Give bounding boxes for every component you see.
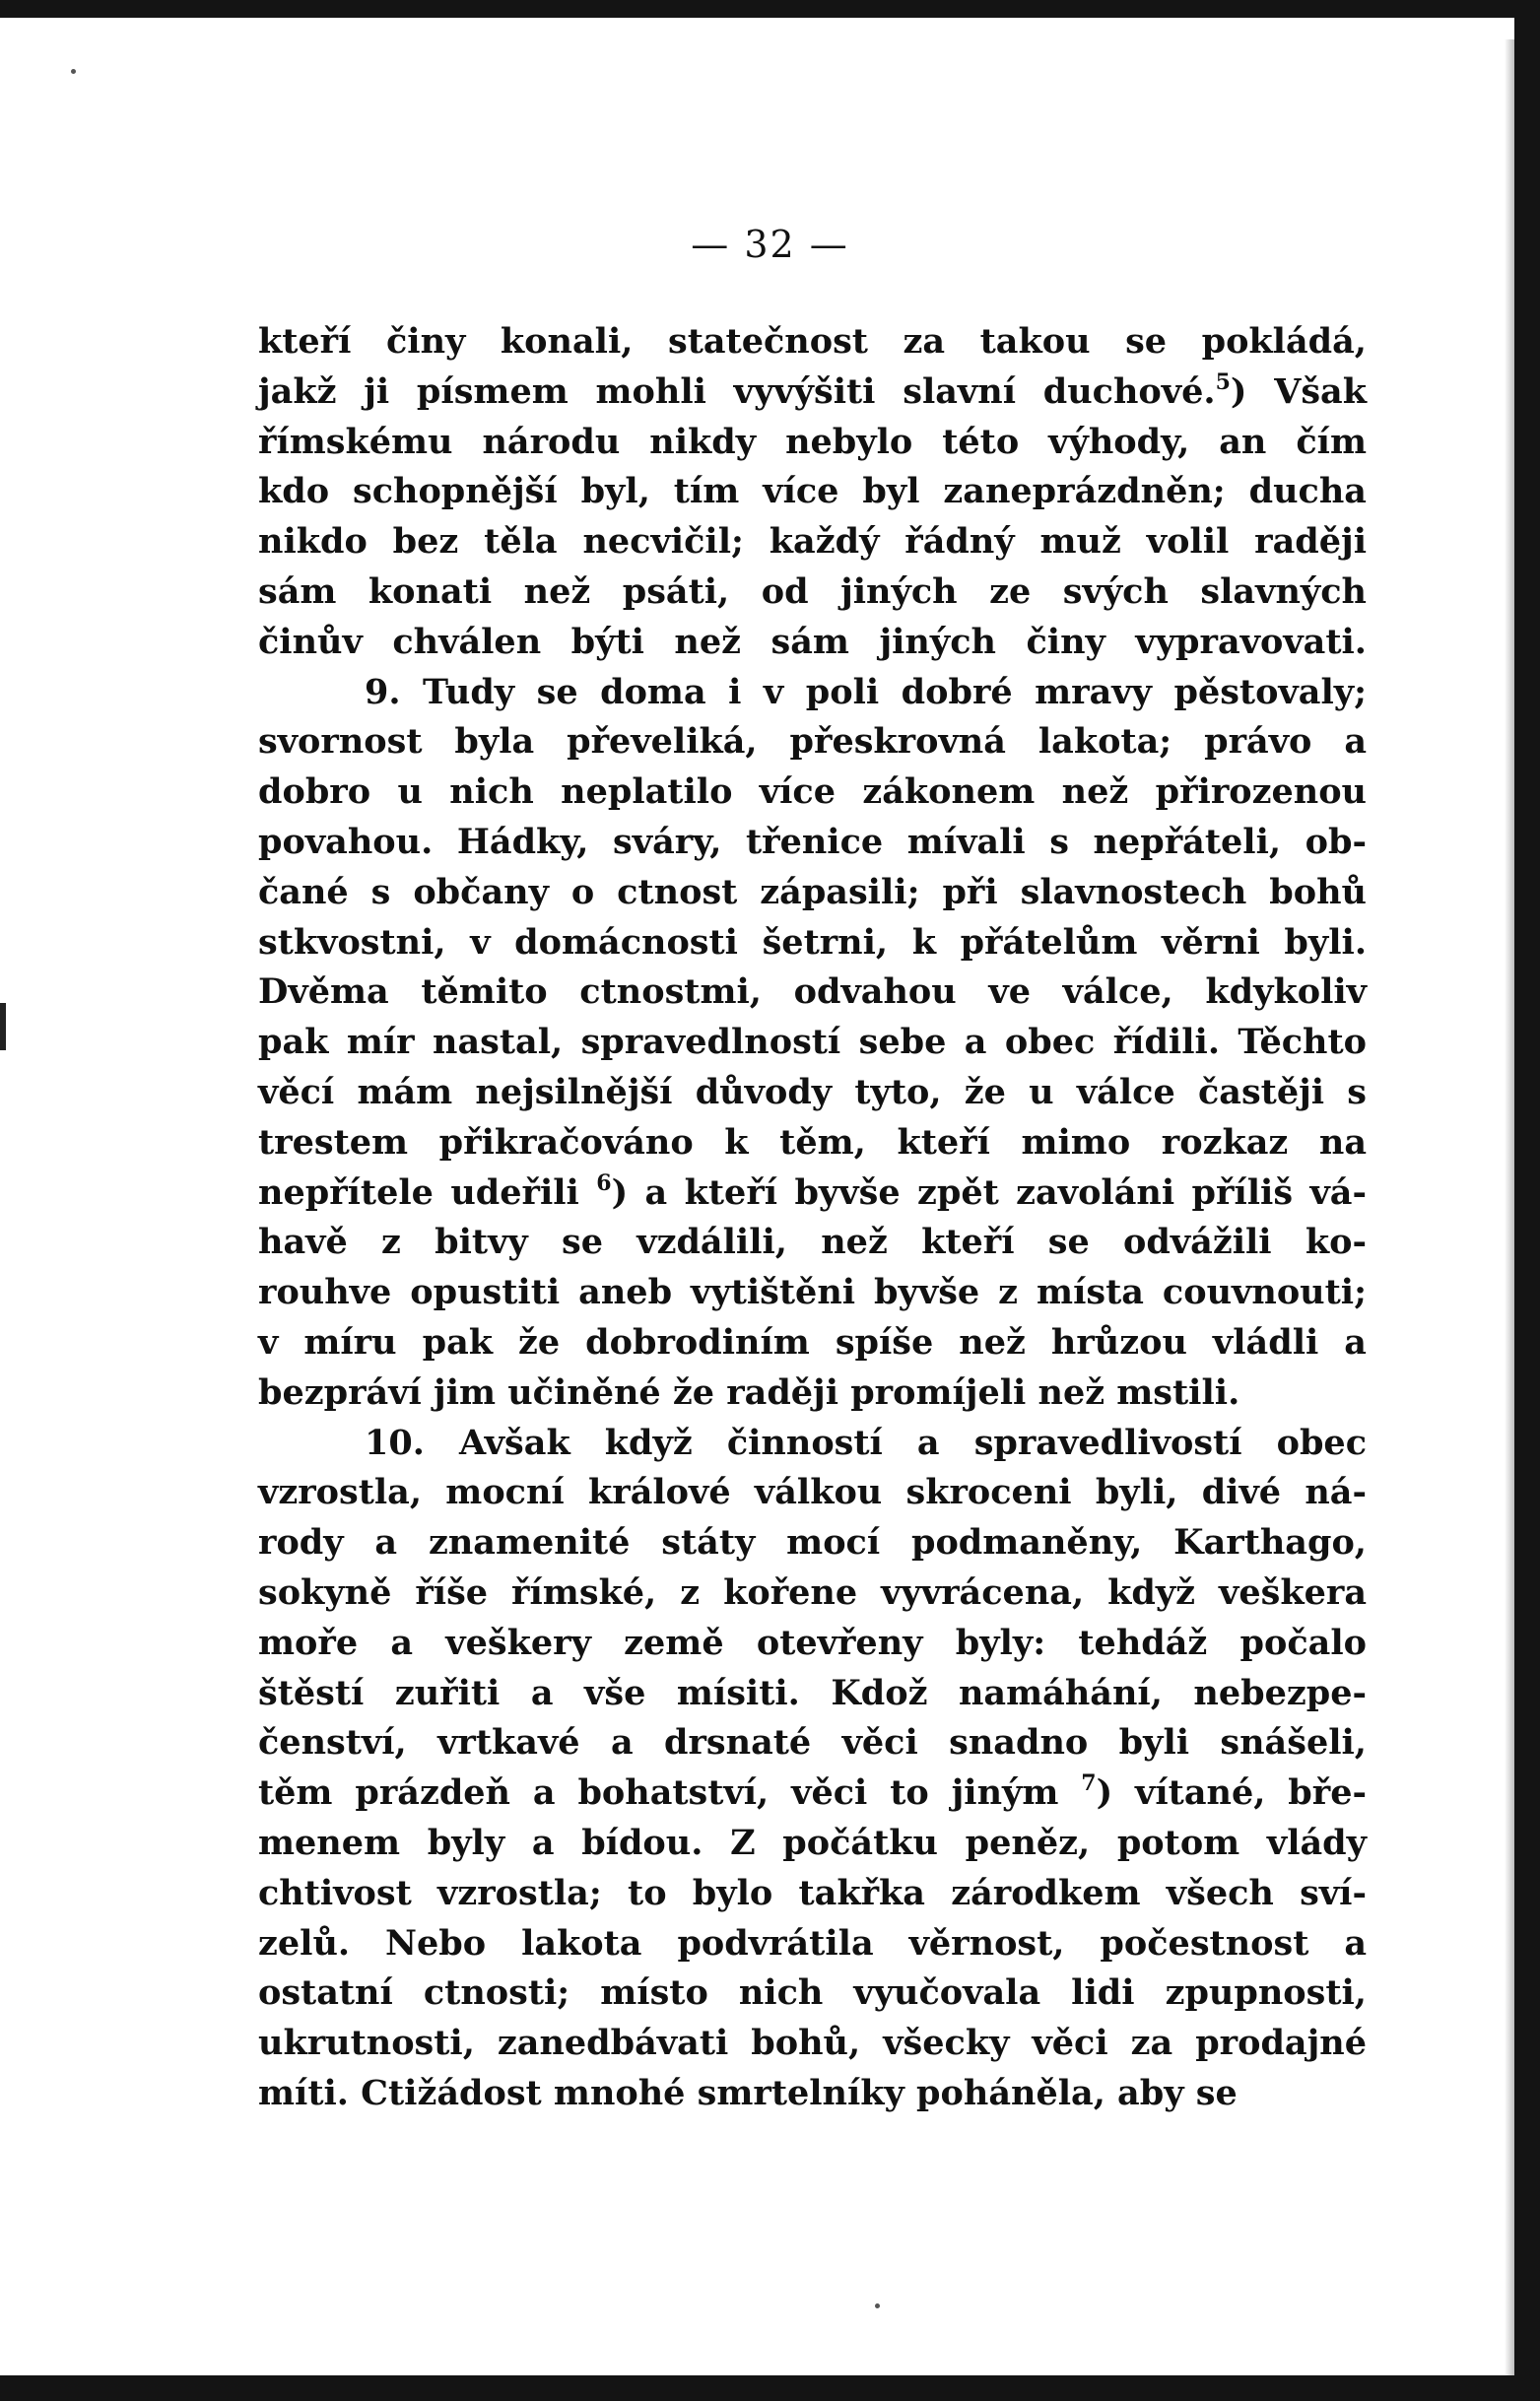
text-line: sokyně říše římské, z kořene vyvrácena, když veškera	[258, 1571, 1367, 1613]
text-line: kdo schopnější byl, tím více byl zaneprázdněn; ducha	[258, 471, 1367, 512]
paper-speck	[875, 2303, 880, 2308]
text-line: v míru pak že dobrodiním spíše než hrůzou vládli a	[258, 1321, 1367, 1363]
text-line: rody a znamenité státy mocí podmaněny, Karthago,	[258, 1522, 1367, 1564]
text-line	[258, 367, 1367, 418]
text-line: ostatní ctnosti; místo nich vyučovala lidi zpupnosti,	[258, 1972, 1367, 2014]
text-line: menem byly a bídou. Z počátku peněz, potom vlády	[258, 1822, 1367, 1863]
binding-mark	[0, 1003, 6, 1050]
text-line: 9. Tudy se doma i v poli dobré mravy pěstovaly;	[365, 671, 1367, 712]
page-number: — 32 —	[691, 223, 849, 266]
page-edge-shadow	[1505, 39, 1514, 2401]
text-line: svornost byla převeliká, přeskrovná lakota; právo a	[258, 721, 1367, 763]
text-line: vzrostla, mocní králové válkou skroceni byli, divé ná-	[258, 1472, 1367, 1513]
text-line: nikdo bez těla necvičil; každý řádný muž volil raději	[258, 521, 1367, 563]
text-line: pak mír nastal, spravedlností sebe a obec řídili. Těchto	[258, 1022, 1367, 1063]
text-line: dobro u nich neplatilo více zákonem než přirozenou	[258, 771, 1367, 813]
scan-border-top	[0, 0, 1540, 18]
footnote-marker: 7	[1081, 1770, 1097, 1797]
text-line	[258, 1168, 1367, 1219]
text-line: povahou. Hádky, sváry, třenice mívali s nepřáteli, ob-	[258, 821, 1367, 862]
text-segment: ) vítané, bře-	[1096, 1772, 1368, 1814]
text-segment: nepřítele udeřili	[258, 1171, 597, 1213]
text-line: kteří činy konali, statečnost za takou se pokládá,	[258, 321, 1367, 362]
text-line: činův chválen býti než sám jiných činy vypravovati.	[258, 621, 1367, 662]
footnote-marker: 5	[1215, 368, 1231, 395]
text-line: trestem přikračováno k těm, kteří mimo rozkaz na	[258, 1121, 1367, 1163]
text-line: ukrutnosti, zanedbávati bohů, všecky věci za prodajné	[258, 2023, 1367, 2064]
text-line: zelů. Nebo lakota podvrátila věrnost, počestnost a	[258, 1922, 1367, 1964]
text-line: štěstí zuřiti a vše mísiti. Kdož namáhání, nebezpe-	[258, 1672, 1367, 1713]
text-line: věcí mám nejsilnější důvody tyto, že u válce častěji s	[258, 1071, 1367, 1112]
text-line: římskému národu nikdy nebylo této výhody, an čím	[258, 421, 1367, 462]
text-line: stkvostni, v domácnosti šetrni, k přátelům věrni byli.	[258, 921, 1367, 963]
text-line: míti. Ctižádost mnohé smrtelníky poháněla, aby se	[258, 2072, 1238, 2113]
text-segment: těm prázdeň a bohatství, věci to jiným	[258, 1772, 1082, 1814]
text-line: sám konati než psáti, od jiných ze svých slavných	[258, 570, 1367, 612]
text-line	[258, 1768, 1367, 1819]
scan-border-right	[1514, 0, 1540, 2401]
paper-speck	[71, 69, 76, 74]
scan-border-bottom	[0, 2375, 1540, 2401]
text-line: rouhve opustiti aneb vytištěni byvše z místa couvnouti;	[258, 1272, 1367, 1313]
text-line: čenství, vrtkavé a drsnaté věci snadno byli snášeli,	[258, 1722, 1367, 1764]
body-text	[258, 317, 1367, 2119]
text-segment: ) a kteří byvše zpět zavoláni příliš vá-	[611, 1171, 1368, 1213]
footnote-marker: 6	[596, 1169, 612, 1196]
text-segment: jakž ji písmem mohli vyvýšiti slavní duchové.	[258, 370, 1216, 412]
text-segment: ) Však	[1230, 370, 1367, 412]
text-line: Dvěma těmito ctnostmi, odvahou ve válce, kdykoliv	[258, 971, 1367, 1013]
text-line: 10. Avšak když činností a spravedlivostí obec	[365, 1422, 1367, 1463]
text-line: chtivost vzrostla; to bylo takřka zárodkem všech sví-	[258, 1872, 1367, 1913]
text-line: moře a veškery země otevřeny byly: tehdáž počalo	[258, 1622, 1367, 1663]
text-line: bezpráví jim učiněné že raději promíjeli než mstili.	[258, 1371, 1240, 1413]
text-line: čané s občany o ctnost zápasili; při slavnostech bohů	[258, 871, 1367, 912]
text-line: havě z bitvy se vzdálili, než kteří se odvážili ko-	[258, 1222, 1367, 1263]
